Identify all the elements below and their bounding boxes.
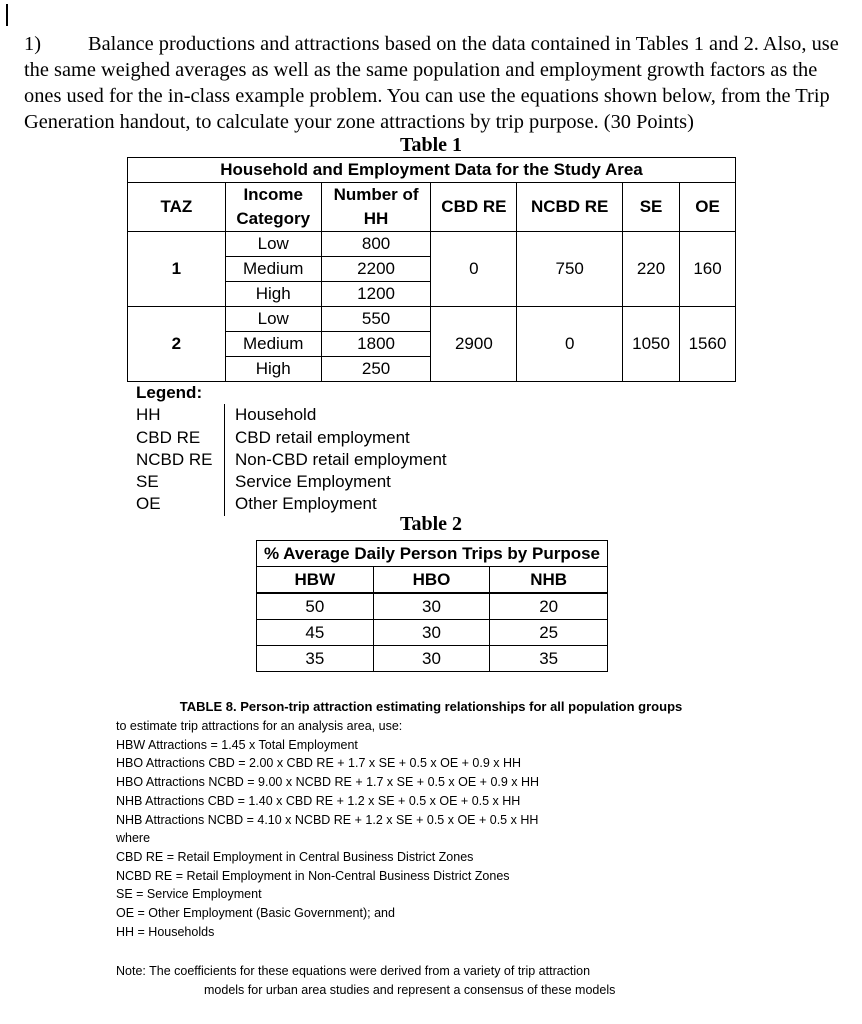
formula-line: SE = Service Employment (116, 887, 262, 902)
note-line: Note: The coefficients for these equations were derived from a variety of trip attraction (116, 964, 591, 978)
table2-header-nhb: NHB (490, 567, 608, 594)
table1-header-income-2: Category (225, 207, 321, 232)
formula-line: to estimate trip attractions for an analysis area, use: (116, 719, 403, 733)
formula-line: HBW Attractions = 1.45 x Total Employment (116, 737, 358, 752)
table-cell: 35 (257, 646, 374, 672)
table1-caption: Household and Employment Data for the Study Area (128, 158, 736, 183)
formula-line: NHB Attractions NCBD = 4.10 x NCBD RE + 1.2 x SE + 0.5 x OE + 0.5 x HH (116, 812, 539, 827)
income-cell: Medium (225, 257, 321, 282)
taz-cell: 1 (128, 232, 226, 307)
se-cell: 220 (623, 232, 680, 307)
legend-abbr: NCBD RE (136, 449, 213, 469)
legend-desc: Other Employment (224, 493, 447, 515)
table-row (257, 593, 608, 620)
legend-desc: Household (224, 404, 447, 426)
legend (136, 382, 447, 516)
table-row (257, 646, 608, 672)
formula-line: HBO Attractions NCBD = 9.00 x NCBD RE + 1.7 x SE + 0.5 x OE + 0.9 x HH (116, 775, 540, 790)
legend-desc: CBD retail employment (224, 427, 447, 449)
legend-desc: Service Employment (224, 471, 447, 493)
income-cell: Low (225, 307, 321, 332)
hh-cell: 2200 (321, 257, 431, 282)
hh-cell: 800 (321, 232, 431, 257)
table-cell: 30 (373, 593, 490, 620)
hh-cell: 250 (321, 357, 431, 382)
table1-header-hh-2: HH (321, 207, 431, 232)
taz-cell: 2 (128, 307, 226, 382)
formula-line: CBD RE = Retail Employment in Central Business District Zones (116, 849, 474, 864)
legend-desc: Non-CBD retail employment (224, 449, 447, 471)
table2-title: Table 2 (399, 513, 463, 535)
legend-abbr: OE (136, 494, 161, 514)
table1 (127, 157, 736, 382)
formula-line: NCBD RE = Retail Employment in Non-Central Business District Zones (116, 868, 510, 883)
oe-cell: 160 (680, 232, 736, 307)
problem-number: 1) (24, 33, 41, 55)
table1-header-income: Income (225, 183, 321, 208)
table1-header-oe: OE (680, 183, 736, 232)
oe-cell: 1560 (680, 307, 736, 382)
table1-title: Table 1 (399, 134, 463, 156)
formula-line: HBO Attractions CBD = 2.00 x CBD RE + 1.7 x SE + 0.5 x OE + 0.9 x HH (116, 756, 522, 771)
table-row (257, 620, 608, 646)
note-line: models for urban area studies and represent a consensus of these models (204, 982, 616, 997)
hh-cell: 1800 (321, 332, 431, 357)
table2-header-hbw: HBW (257, 567, 374, 594)
table2-caption: % Average Daily Person Trips by Purpose (257, 541, 608, 567)
hh-cell: 1200 (321, 282, 431, 307)
cbd-re-cell: 0 (431, 232, 517, 307)
formula-line: where (116, 831, 151, 846)
table-cell: 30 (373, 646, 490, 672)
table-cell: 50 (257, 593, 374, 620)
table-cell: 35 (490, 646, 608, 672)
table1-header-ncbd-re: NCBD RE (517, 183, 623, 232)
table-cell: 45 (257, 620, 374, 646)
ncbd-re-cell: 750 (517, 232, 623, 307)
formula-line: NHB Attractions CBD = 1.40 x CBD RE + 1.2 x SE + 0.5 x OE + 0.5 x HH (116, 793, 521, 808)
income-cell: Medium (225, 332, 321, 357)
table-row (128, 307, 736, 332)
legend-abbr: HH (136, 405, 161, 425)
cbd-re-cell: 2900 (431, 307, 517, 382)
table8-title: TABLE 8. Person-trip attraction estimating relationships for all population groups (179, 699, 683, 714)
table-cell: 30 (373, 620, 490, 646)
table-row (128, 232, 736, 257)
text-cursor (6, 4, 8, 26)
formula-line: HH = Households (116, 924, 215, 939)
legend-abbr: CBD RE (136, 427, 201, 447)
problem-text: Balance productions and attractions based on the data contained in Tables 1 and 2. Also, use the same weighed averages as well as the same population and employment growth factors as the ones used for the in-class example problem. You can use the equations shown below, from the Trip Generation handout, to calculate your zone attractions by trip purpose. (30 Points) (24, 33, 839, 133)
income-cell: High (225, 282, 321, 307)
table-cell: 20 (490, 593, 608, 620)
hh-cell: 550 (321, 307, 431, 332)
table1-header-hh: Number of (321, 183, 431, 208)
table8-formulas (116, 717, 539, 941)
table-cell: 25 (490, 620, 608, 646)
legend-heading: Legend: (136, 383, 203, 402)
table8-note (116, 962, 615, 999)
table2 (256, 540, 608, 672)
ncbd-re-cell: 0 (517, 307, 623, 382)
formula-line: OE = Other Employment (Basic Government); and (116, 906, 395, 921)
legend-abbr: SE (136, 472, 159, 492)
table1-header-taz: TAZ (128, 183, 226, 232)
se-cell: 1050 (623, 307, 680, 382)
table1-header-cbd-re: CBD RE (431, 183, 517, 232)
income-cell: High (225, 357, 321, 382)
table2-header-hbo: HBO (373, 567, 490, 594)
income-cell: Low (225, 232, 321, 257)
problem-statement (24, 31, 846, 135)
table1-header-se: SE (623, 183, 680, 232)
